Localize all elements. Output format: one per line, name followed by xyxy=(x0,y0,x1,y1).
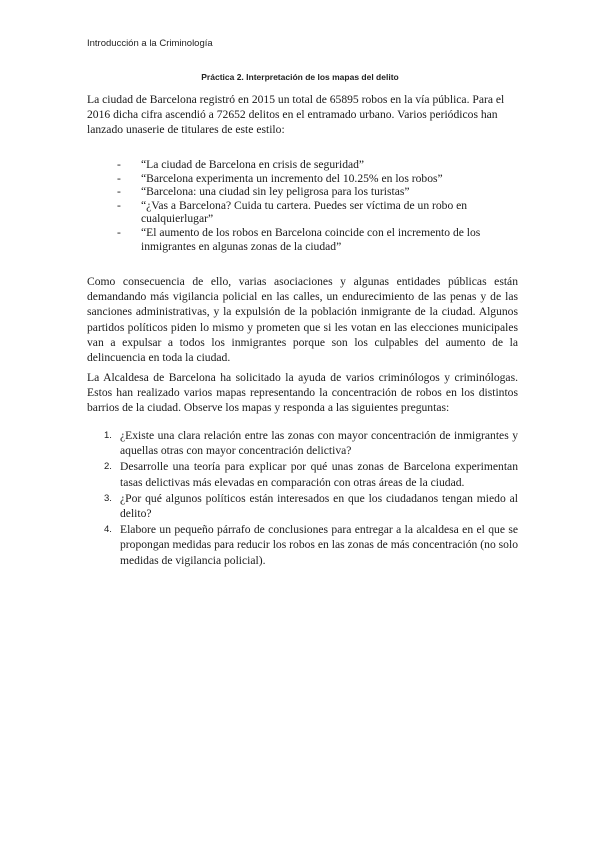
question-item xyxy=(104,459,518,489)
consequence-paragraph: Como consecuencia de ello, varias asociaciones y algunas entidades públicas están demandando más vigilancia policial en las calles, un endurecimiento de las penas y de las sanciones administrativas, y la expulsión de la población inmigrante de la ciudad. Algunos partidos políticos piden lo mismo y prometen que si les votan en las elecciones municipales van a expulsar a todos los inmigrantes porque son los culpables del aumento de la delincuencia en toda la ciudad. xyxy=(87,275,518,365)
headline-text: “La ciudad de Barcelona en crisis de seguridad” xyxy=(141,158,365,171)
headline-item: - “Barcelona experimenta un incremento del 10.25% en los robos” xyxy=(117,171,443,185)
page-header: Introducción a la Criminología xyxy=(87,38,213,49)
headline-item: - “La ciudad de Barcelona en crisis de seguridad” xyxy=(117,158,365,171)
headline-list xyxy=(117,158,518,253)
practice-title: Práctica 2. Interpretación de los mapas del delito xyxy=(201,72,399,82)
question-item xyxy=(104,491,518,521)
headline-item: - “El aumento de los robos en Barcelona coincide con el incremento de los inmigrantes en algunas zonas de la ciudad” xyxy=(117,225,481,253)
mayor-paragraph: La Alcaldesa de Barcelona ha solicitado la ayuda de varios criminólogos y criminólogas. Estos han realizado varios mapas representando la concentración de robos en los distintos barrios de la ciudad. Observe los mapas y responda a las siguientes preguntas: xyxy=(87,371,518,415)
question-text: ¿Por qué algunos políticos están interesados en que los ciudadanos tengan miedo al delito? xyxy=(120,491,518,521)
question-text: ¿Existe una clara relación entre las zonas con mayor concentración de inmigrantes y aquellas otras con mayor concentración delictiva? xyxy=(120,429,518,458)
headline-text: “El aumento de los robos en Barcelona coincide con el incremento de los inmigrantes en algunas zonas de la ciudad” xyxy=(141,225,481,253)
intro-paragraph: La ciudad de Barcelona registró en 2015 un total de 65895 robos en la vía pública. Para el 2016 dicha cifra ascendió a 72652 delitos en el entramado urbano. Varios periódicos han lanzado unaserie de titulares de este estilo: xyxy=(87,93,505,137)
headline-text: “¿Vas a Barcelona? Cuida tu cartera. Puedes ser víctima de un robo en cualquierlugar” xyxy=(141,198,468,226)
headline-item: - “Barcelona: una ciudad sin ley peligrosa para los turistas” xyxy=(117,185,410,199)
question-number: 1. xyxy=(104,430,112,441)
question-item xyxy=(104,428,518,458)
question-item xyxy=(104,522,518,568)
question-text: Elabore un pequeño párrafo de conclusiones para entregar a la alcaldesa en el que se propongan medidas para reducir los robos en las zonas de más concentración (no solo medidas de vigilancia policial). xyxy=(120,523,518,567)
question-text: Desarrolle una teoría para explicar por qué unas zonas de Barcelona experimentan tasas delictivas más elevadas en comparación con otras áreas de la ciudad. xyxy=(120,460,518,489)
headline-text: “Barcelona experimenta un incremento del 10.25% en los robos” xyxy=(141,171,443,185)
question-number: 4. xyxy=(104,524,112,536)
question-number: 3. xyxy=(104,492,112,504)
question-list xyxy=(104,428,518,569)
headline-item: - “¿Vas a Barcelona? Cuida tu cartera. Puedes ser víctima de un robo en cualquierlugar” xyxy=(117,198,468,226)
question-number: 2. xyxy=(104,461,112,473)
headline-text: “Barcelona: una ciudad sin ley peligrosa para los turistas” xyxy=(141,185,410,199)
